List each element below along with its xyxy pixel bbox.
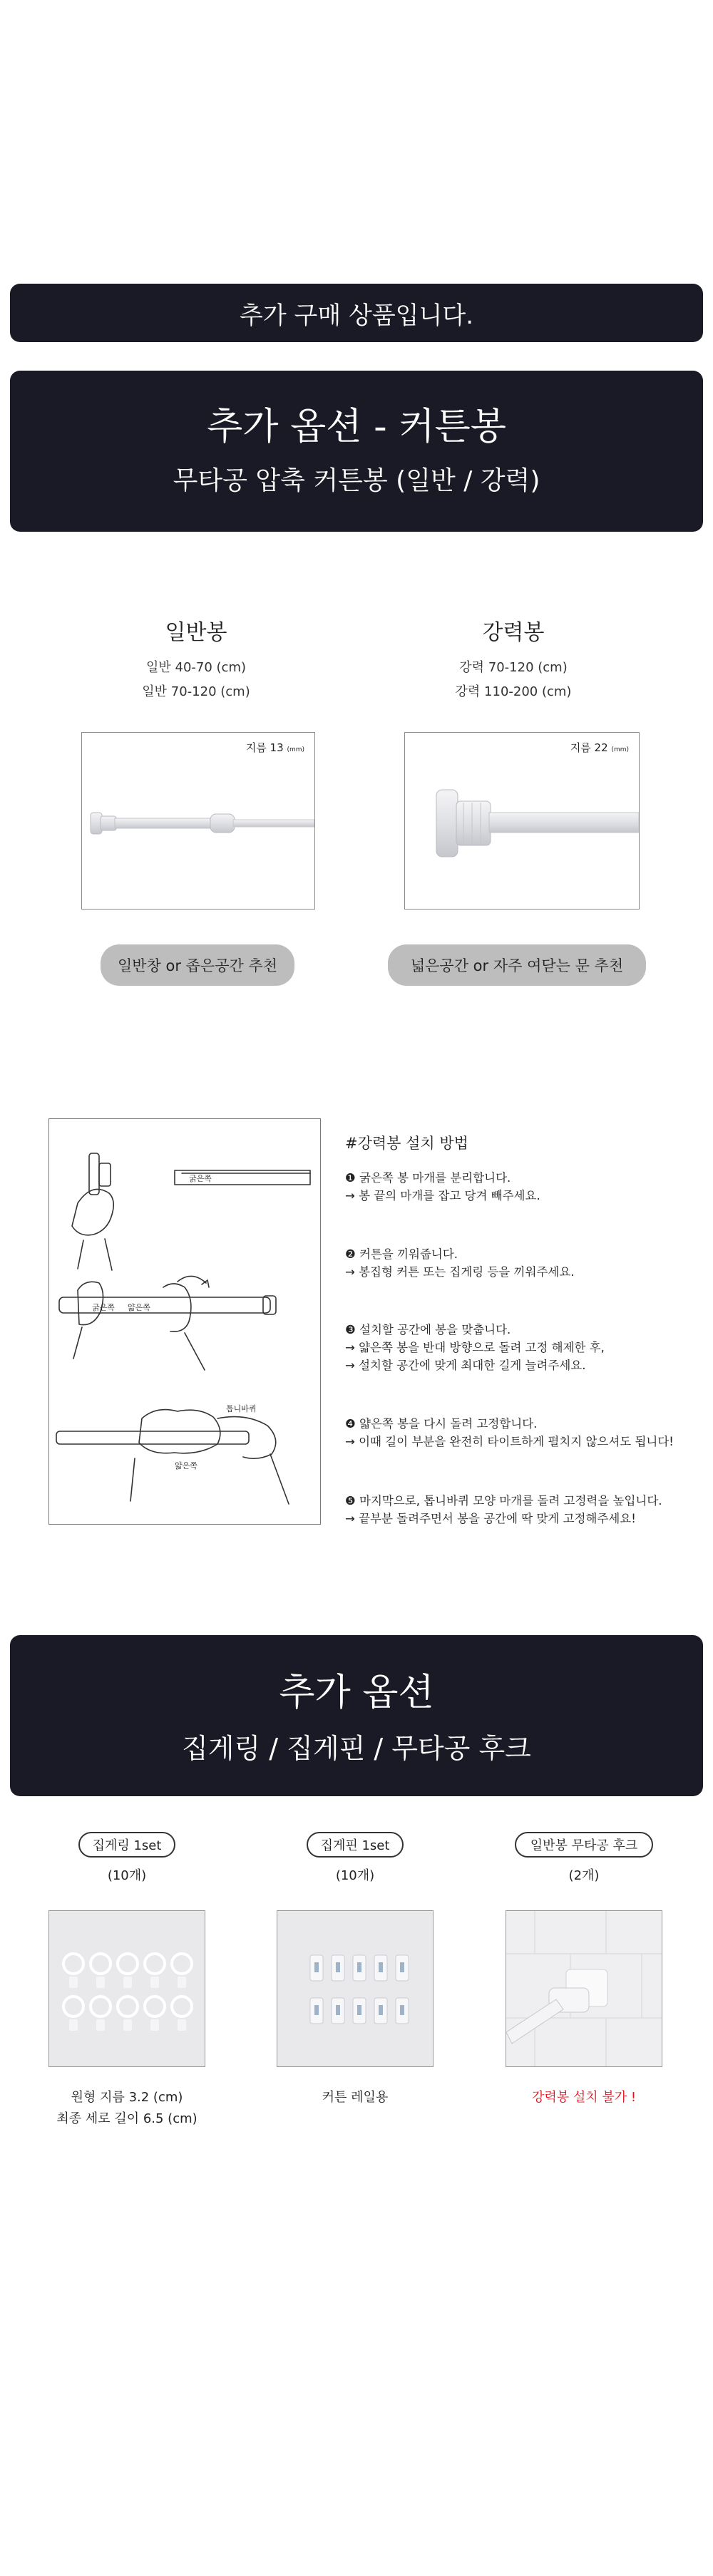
install-step-1 bbox=[345, 1169, 702, 1205]
install-title: #강력봉 설치 방법 bbox=[345, 1135, 468, 1152]
option-count-hook: (2개) bbox=[568, 1868, 600, 1883]
purchase-banner-text: 추가 구매 상품입니다. bbox=[239, 301, 474, 330]
step-line: → 설치할 공간에 맞게 최대한 길게 늘려주세요. bbox=[345, 1359, 586, 1372]
step-line: ❷ 커튼을 끼워줍니다. bbox=[345, 1247, 458, 1261]
curtain-banner-subtitle: 무타공 압축 커튼봉 (일반 / 강력) bbox=[173, 466, 540, 495]
spec-line: 강력 70-120 (cm) bbox=[459, 660, 568, 675]
option-image-pin bbox=[277, 1910, 434, 2067]
extra-options-banner bbox=[10, 1635, 703, 1796]
options-banner-subtitle: 집게링 / 집게핀 / 무타공 후크 bbox=[182, 1733, 531, 1764]
spec-line: 강력 110-200 (cm) bbox=[455, 684, 572, 699]
step-line: ❹ 얇은쪽 봉을 다시 돌려 고정합니다. bbox=[345, 1417, 538, 1431]
spec-line: 일반 40-70 (cm) bbox=[146, 660, 246, 675]
step-line: → 얇은쪽 봉을 반대 방향으로 돌려 고정 해제한 후, bbox=[345, 1341, 605, 1354]
option-image-hook bbox=[506, 1910, 662, 2067]
illus-label: 굵은쪽 bbox=[189, 1174, 212, 1183]
option-name-ring: 집게링 1set bbox=[78, 1832, 175, 1858]
desc-line: 강력봉 설치 불가 ! bbox=[531, 2090, 637, 2105]
step-line: ❸ 설치할 공간에 봉을 맞춥니다. bbox=[345, 1323, 511, 1336]
step-line: → 봉집형 커튼 또는 집게링 등을 끼워주세요. bbox=[345, 1265, 575, 1279]
spec-line: 일반 70-120 (cm) bbox=[142, 684, 250, 699]
install-step-5 bbox=[345, 1492, 709, 1527]
product-spec-normal bbox=[78, 656, 314, 704]
step-line: → 이때 길이 부분을 완전히 타이트하게 펼치지 않으셔도 됩니다! bbox=[345, 1435, 674, 1448]
option-image-ring bbox=[48, 1910, 205, 2067]
illus-label: 얇은쪽 bbox=[128, 1303, 150, 1312]
option-desc-hook-warning bbox=[477, 2087, 691, 2108]
illus-label: 굵은쪽 bbox=[92, 1303, 115, 1312]
product-title-normal: 일반봉 bbox=[165, 620, 227, 645]
step-line: → 봉 끝의 마개를 잡고 당겨 빼주세요. bbox=[345, 1189, 540, 1202]
product-image-strong bbox=[404, 732, 640, 910]
clip-pin-icons bbox=[277, 1911, 433, 2066]
normal-rod-illustration bbox=[82, 733, 314, 909]
illus-label: 얇은쪽 bbox=[175, 1461, 198, 1470]
diameter-label: 지름 22 (mm) bbox=[570, 741, 629, 754]
purchase-banner bbox=[10, 284, 703, 342]
option-name-pin: 집게핀 1set bbox=[307, 1832, 404, 1858]
step-line: ❶ 굵은쪽 봉 마개를 분리합니다. bbox=[345, 1171, 511, 1185]
option-desc-pin bbox=[248, 2087, 462, 2108]
recommend-pill-strong: 넓은공간 or 자주 여닫는 문 추천 bbox=[388, 944, 646, 986]
hook-photo bbox=[506, 1911, 662, 2066]
option-count-ring: (10개) bbox=[107, 1868, 147, 1883]
options-banner-title: 추가 옵션 bbox=[279, 1671, 434, 1714]
option-desc-ring bbox=[20, 2087, 234, 2130]
option-name-hook: 일반봉 무타공 후크 bbox=[515, 1832, 653, 1858]
illus-label: 톱니바퀴 bbox=[226, 1404, 257, 1413]
install-steps-drawing bbox=[49, 1119, 320, 1524]
install-step-4 bbox=[345, 1415, 709, 1451]
step-line: ❺ 마지막으로, 톱니바퀴 모양 마개를 돌려 고정력을 높입니다. bbox=[345, 1494, 662, 1508]
install-illustration bbox=[48, 1118, 321, 1525]
clip-ring-icons bbox=[49, 1911, 205, 2066]
curtain-banner-title: 추가 옵션 - 커튼봉 bbox=[207, 406, 506, 448]
step-line: → 끝부분 돌려주면서 봉을 공간에 딱 맞게 고정해주세요! bbox=[345, 1512, 636, 1525]
desc-line: 최종 세로 길이 6.5 (cm) bbox=[56, 2111, 198, 2126]
recommend-pill-normal: 일반창 or 좁은공간 추천 bbox=[101, 944, 294, 986]
diameter-label: 지름 13 (mm) bbox=[245, 741, 304, 754]
strong-rod-illustration bbox=[405, 733, 639, 909]
option-count-pin: (10개) bbox=[335, 1868, 375, 1883]
product-image-normal bbox=[81, 732, 315, 910]
install-step-3 bbox=[345, 1321, 702, 1374]
product-spec-strong bbox=[396, 656, 631, 704]
desc-line: 커튼 레일용 bbox=[322, 2090, 389, 2105]
install-step-2 bbox=[345, 1245, 702, 1281]
product-title-strong: 강력봉 bbox=[482, 620, 545, 645]
curtain-option-banner bbox=[10, 371, 703, 532]
desc-line: 원형 지름 3.2 (cm) bbox=[71, 2090, 183, 2105]
